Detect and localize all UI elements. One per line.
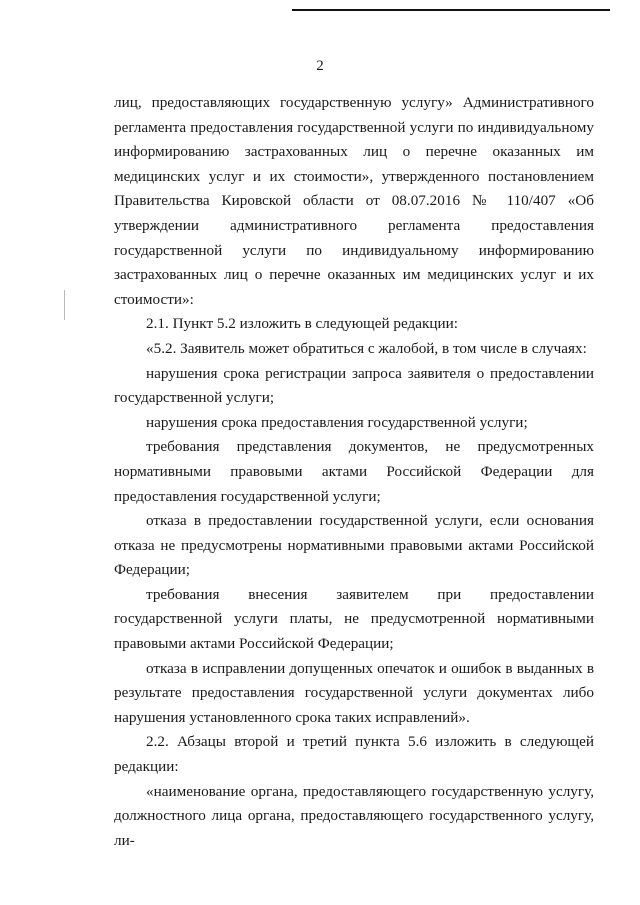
paragraph-case-deadline: нарушения срока предоставления государственной услуги; (146, 413, 528, 431)
paragraph-intro: лиц, предоставляющих государственную услугу» Административного регламента предоставления государственной услуги по индивидуальному информированию застрахованных лиц о перечне оказанных им медицинских услуг и их стоимости», утвержденного постановлением Правительства Кировской области от 08.07.2016 № 110/407 «Об утверждении административного регламента предоставления государственной услуги по индивидуальному информированию застрахованных лиц о перечне оказанных им медицинских услуг и их стоимости»: (114, 94, 594, 308)
paragraph-case-refusal: отказа в предоставлении государственной услуги, если основания отказа не предусмотрены нормативными правовыми актами Российской Федерации; (114, 512, 594, 579)
paragraph-case-payment: требования внесения заявителем при предоставлении государственной услуги платы, не предусмотренной нормативными правовыми актами Российской Федерации; (114, 585, 594, 653)
paragraph-2-2: 2.2. Абзацы второй и третий пункта 5.6 изложить в следующей редакции: (114, 733, 594, 776)
paragraph-case-registration: нарушения срока регистрации запроса заявителя о предоставлении государственной услуги; (114, 364, 594, 407)
document-body (114, 91, 594, 853)
margin-mark (64, 290, 65, 320)
paragraph-body-name: «наименование органа, предоставляющего государственную услугу, должностного лица органа, предоставляющего государственного услугу, ли- (114, 782, 594, 849)
paragraph-5-2: «5.2. Заявитель может обратиться с жалобой, в том числе в случаях: (146, 339, 587, 357)
paragraph-2-1: 2.1. Пункт 5.2 изложить в следующей редакции: (146, 315, 459, 333)
paragraph-case-corrections: отказа в исправлении допущенных опечаток и ошибок в выданных в результате предоставления государственной услуги документах либо нарушения установленного срока таких исправлений». (114, 659, 594, 726)
top-rule (292, 9, 610, 11)
paragraph-case-documents: требования представления документов, не предусмотренных нормативными правовыми актами Российской Федерации для предоставления государственной услуги; (114, 438, 594, 505)
page-number: 2 (316, 58, 324, 74)
